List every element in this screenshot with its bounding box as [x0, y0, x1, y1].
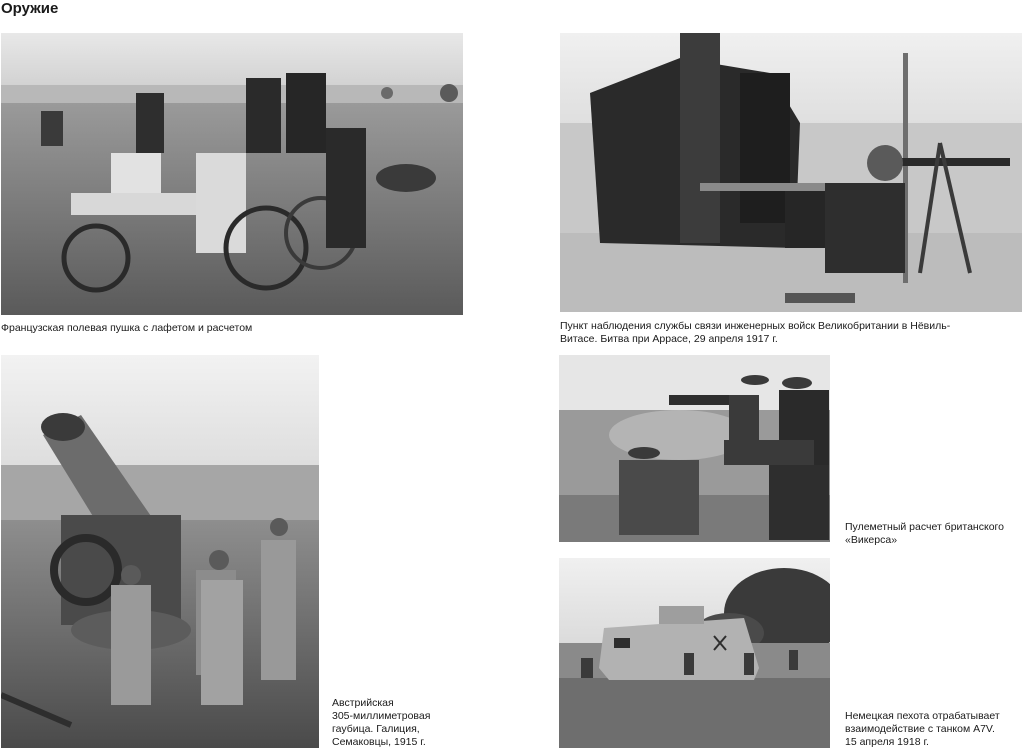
- caption-austrian-howitzer: [332, 697, 532, 749]
- photo-signal-observation-post: [560, 33, 1022, 312]
- caption-line: Витасе. Битва при Аррасе, 29 апреля 1917 г.: [560, 333, 778, 345]
- caption-line: 305-миллиметровая: [332, 710, 431, 722]
- caption-line: «Викерса»: [845, 534, 898, 546]
- caption-a7v-tank: [845, 710, 1023, 749]
- caption-line: Французская полевая пушка с лафетом и расчетом: [1, 322, 253, 334]
- caption-line: взаимодействие с танком A7V.: [845, 723, 995, 735]
- caption-line: Пункт наблюдения службы связи инженерных войск Великобритании в Нёвиль-: [560, 320, 951, 332]
- caption-line: Пулеметный расчет британского: [845, 521, 1004, 533]
- caption-line: 15 апреля 1918 г.: [845, 736, 929, 748]
- caption-line: Немецкая пехота отрабатывает: [845, 710, 1000, 722]
- caption-vickers-crew: [845, 521, 1023, 547]
- photo-austrian-howitzer: [1, 355, 319, 748]
- photo-vickers-crew: [559, 355, 830, 542]
- photo-french-field-gun: [1, 33, 463, 315]
- caption-line: гаубица. Галиция,: [332, 723, 420, 735]
- page-title: Оружие: [1, 0, 59, 17]
- caption-line: Семаковцы, 1915 г.: [332, 736, 426, 748]
- caption-line: Австрийская: [332, 697, 394, 709]
- photo-a7v-tank: [559, 558, 830, 748]
- caption-french-field-gun: [1, 322, 463, 335]
- caption-signal-observation-post: [560, 320, 1022, 346]
